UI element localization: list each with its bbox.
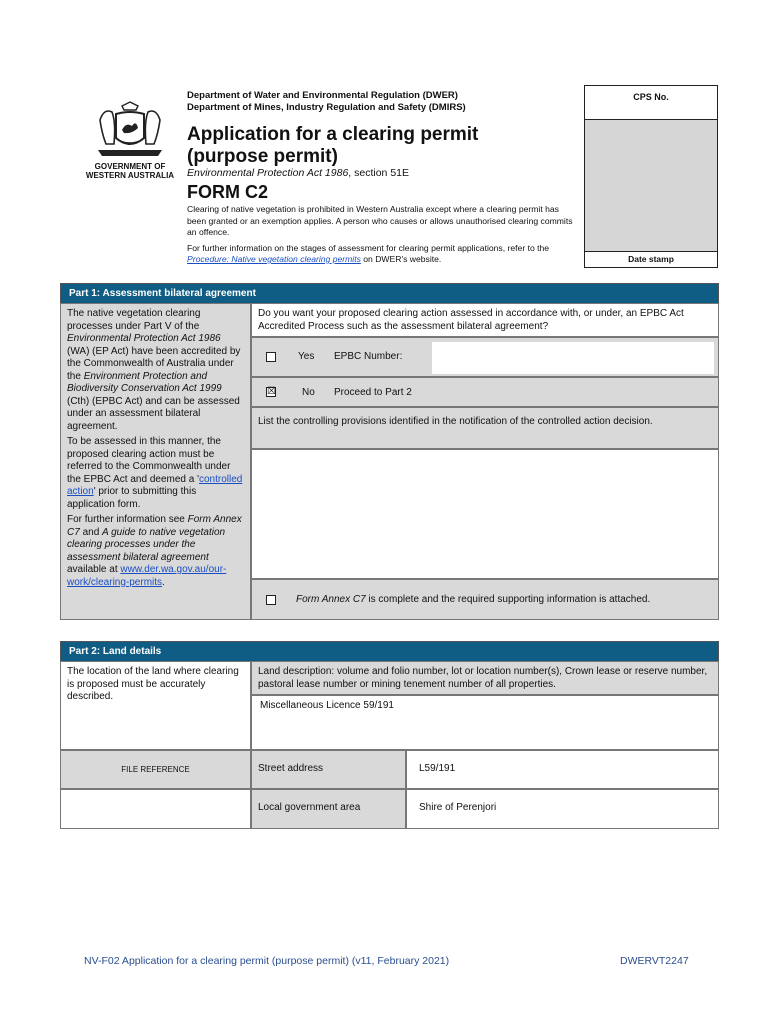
clearing-permits-link[interactable]: www.der.wa.gov.au/our-work/clearing-permits	[67, 564, 227, 588]
controlling-provisions-field[interactable]	[251, 449, 719, 579]
intro-2-pre: For further information on the stages of assessment for clearing permit applications, refer to the	[187, 242, 550, 253]
government-label	[80, 162, 180, 180]
department-names	[187, 90, 466, 114]
file-reference-label: FILE REFERENCE	[60, 750, 251, 789]
p3c: and	[79, 526, 103, 538]
p1a: The native vegetation clearing processes under Part V of the	[67, 308, 201, 332]
cps-label: CPS No.	[585, 86, 717, 120]
p3f: .	[162, 576, 165, 588]
cps-number-box	[584, 85, 718, 268]
part2-explanation: The location of the land where clearing is proposed must be accurately described.	[60, 661, 251, 750]
annex-confirmation-row	[251, 579, 719, 620]
epbc-question: Do you want your proposed clearing action assessed in accordance with, or under, an EPBC Act Accredited Process such as the assessment bilateral agreement?	[251, 303, 719, 337]
act-section: , section 51E	[348, 167, 409, 179]
procedure-link[interactable]: Procedure: Native vegetation clearing permits	[187, 254, 361, 264]
footer-document-code: DWERVT2247	[620, 955, 689, 967]
gov-label-line-2: WESTERN AUSTRALIA	[85, 171, 175, 180]
part2-heading: Part 2: Land details	[61, 642, 718, 662]
no-option-row	[251, 377, 719, 407]
local-government-area-label: Local government area	[251, 789, 406, 829]
intro-text	[187, 204, 579, 270]
yes-label: Yes	[298, 351, 315, 362]
p3d: A guide to native vegetation clearing processes under the assessment bilateral agreement	[67, 526, 226, 563]
proceed-to-part2-label: Proceed to Part 2	[334, 387, 412, 398]
p1e: (Cth) (EPBC Act) and can be assessed under an assessment bilateral agreement.	[67, 395, 240, 432]
department-dmirs: Department of Mines, Industry Regulation and Safety (DMIRS)	[187, 102, 466, 113]
p2b: ' prior to submitting this application form.	[67, 486, 197, 510]
file-reference-field[interactable]	[60, 789, 251, 829]
annex-rest: is complete and the required supporting information is attached.	[365, 594, 651, 605]
street-address-field[interactable]: L59/191	[406, 750, 719, 789]
p1c: (WA) (EP Act) have been accredited by the Commonwealth of Australia under the	[67, 345, 241, 382]
act-reference	[187, 167, 409, 179]
wa-government-crest	[80, 100, 180, 190]
land-description-field[interactable]: Miscellaneous Licence 59/191	[251, 695, 719, 750]
annex-form-name: Form Annex C7	[296, 594, 366, 605]
part1-explanation-p2	[67, 436, 244, 511]
controlled-action-link[interactable]: controlled action	[67, 473, 243, 497]
annex-confirmation-text	[296, 594, 650, 607]
part1-explanation	[60, 303, 251, 620]
p1d: Environment Protection and Biodiversity Conservation Act 1999	[67, 370, 222, 394]
epbc-number-label: EPBC Number:	[334, 351, 403, 362]
p3b: Form Annex C7	[67, 514, 242, 538]
land-description-label: Land description: volume and folio number, lot or location number(s), Crown lease or reserve number, pastoral lease number or mining tenement number of all properties.	[251, 661, 719, 695]
form-number: FORM C2	[187, 182, 268, 202]
coat-of-arms-icon	[92, 100, 168, 160]
footer-form-reference: NV-F02 Application for a clearing permit (purpose permit) (v11, February 2021)	[84, 955, 450, 967]
yes-option-row	[251, 337, 719, 377]
part1-explanation-p1	[67, 308, 244, 433]
gov-label-line-1: GOVERNMENT OF	[94, 162, 166, 171]
yes-checkbox[interactable]	[266, 352, 276, 362]
controlling-provisions-label: List the controlling provisions identified in the notification of the controlled action decision.	[251, 407, 719, 449]
annex-checkbox[interactable]	[266, 595, 276, 605]
intro-2-post: on DWER's website.	[360, 254, 442, 264]
p2a: To be assessed in this manner, the proposed clearing action must be referred to the Commonwealth under the EPBC Act and deemed a '	[67, 436, 231, 485]
part1-heading: Part 1: Assessment bilateral agreement	[61, 284, 718, 304]
intro-paragraph-1: Clearing of native vegetation is prohibited in Western Australia except where a clearing permit has been granted or an exemption applies. A person who causes or allows unauthorised clearing commits an offence.	[187, 204, 573, 237]
act-name: Environmental Protection Act 1986	[187, 167, 349, 179]
p3a: For further information see	[67, 514, 188, 525]
local-government-area-field[interactable]: Shire of Perenjori	[406, 789, 719, 829]
intro-paragraph-2	[187, 243, 579, 266]
no-label: No	[302, 387, 315, 398]
no-checkbox[interactable]: ☒	[267, 386, 276, 397]
title-line-2: (purpose permit)	[187, 146, 338, 167]
part1-explanation-p3	[67, 514, 244, 589]
form-title	[187, 124, 478, 168]
street-address-label: Street address	[251, 750, 406, 789]
date-stamp-label: Date stamp	[585, 251, 717, 267]
epbc-number-field[interactable]	[432, 342, 714, 374]
title-line-1: Application for a clearing permit	[187, 124, 479, 145]
p1b: Environmental Protection Act 1986	[67, 333, 221, 344]
p3e: available at	[67, 564, 121, 575]
department-dwer: Department of Water and Environmental Regulation (DWER)	[187, 90, 458, 101]
